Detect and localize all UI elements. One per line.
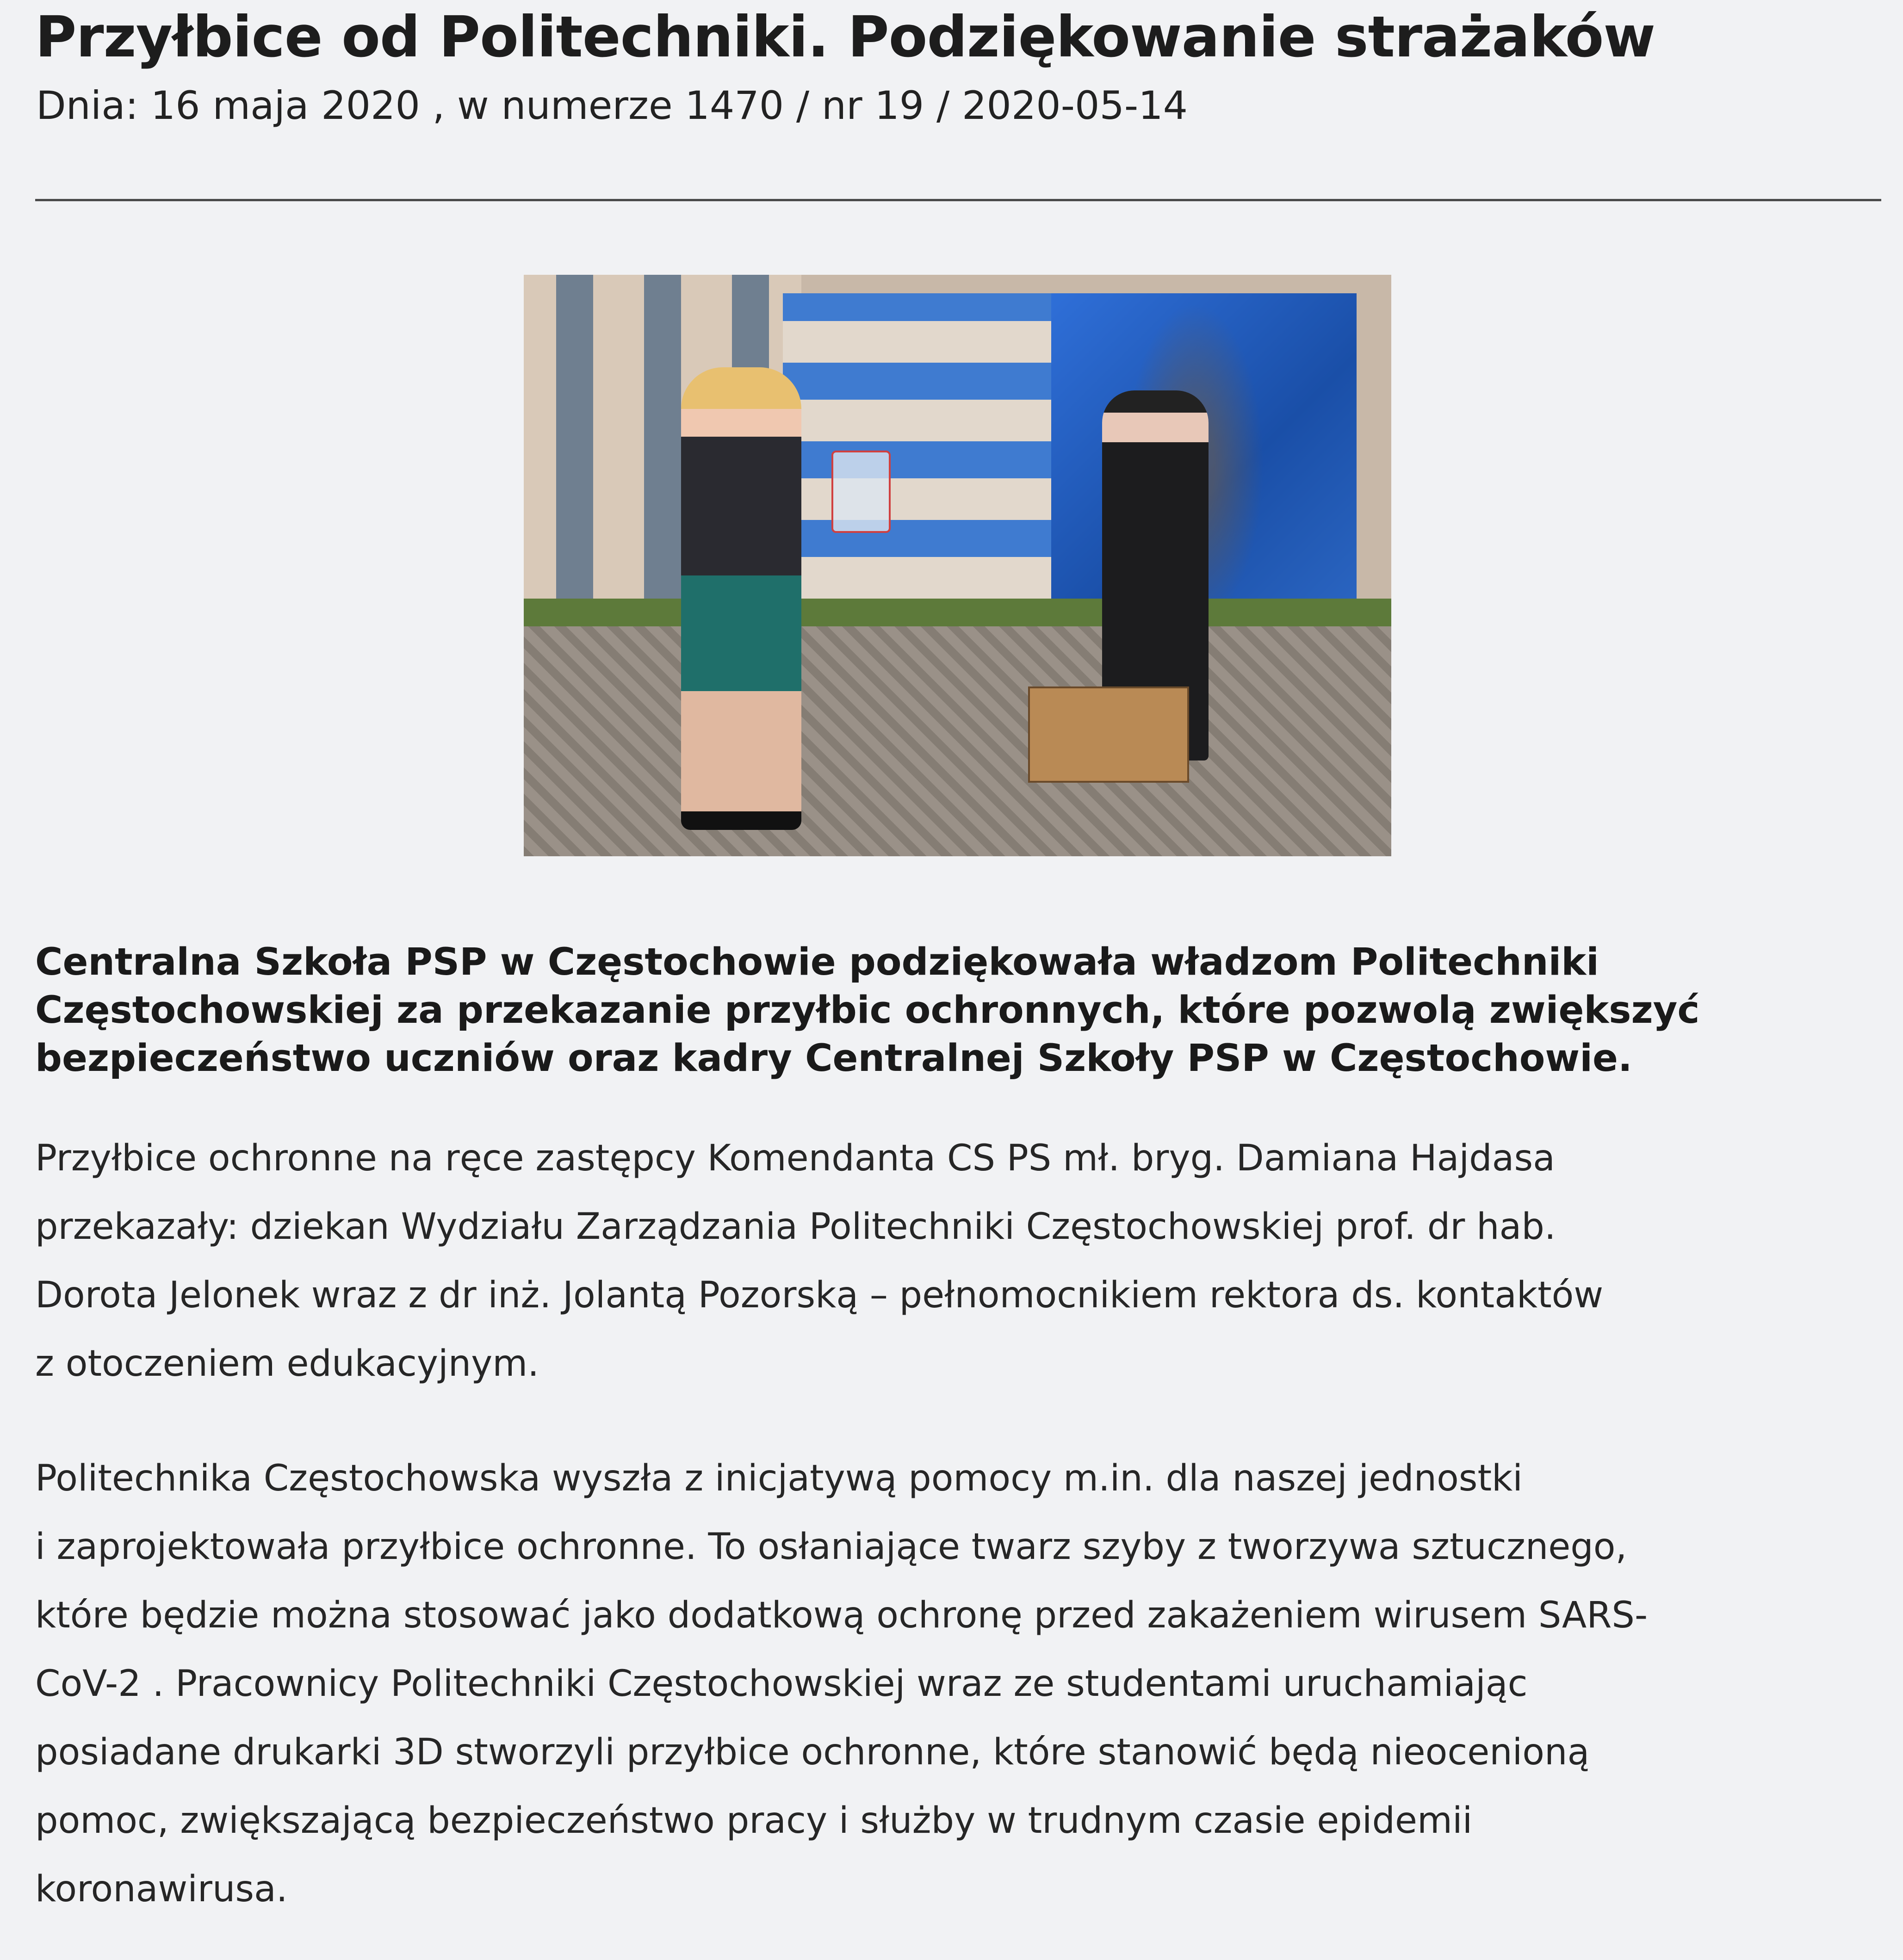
paragraph-line: i zaprojektowała przyłbice ochronne. To osłaniające twarz szyby z tworzywa sztucznego, [35,1526,1627,1568]
photo-face-shield [831,451,891,533]
paragraph-line: koronawirusa. [35,1868,288,1910]
paragraph-line: Przyłbice ochronne na ręce zastępcy Komendanta CS PS mł. bryg. Damiana Hajdasa [35,1138,1555,1179]
paragraph-line: z otoczeniem edukacyjnym. [35,1343,539,1385]
divider [35,199,1881,201]
paragraph-line: Politechnika Częstochowska wyszła z inicjatywą pomocy m.in. dla naszej jednostki [35,1458,1523,1499]
photo-paving [524,626,1391,856]
paragraph-line: które będzie można stosować jako dodatkową ochronę przed zakażeniem wirusem SARS- [35,1595,1648,1636]
article-photo [524,275,1391,856]
photo-person-woman [681,367,801,830]
lead-line: Centralna Szkoła PSP w Częstochowie podziękowała władzom Politechniki [35,940,1599,984]
photo-boxes [1028,686,1189,783]
paragraph-2 [35,1444,1648,1923]
paragraph-line: Dorota Jelonek wraz z dr inż. Jolantą Pozorską – pełnomocnikiem rektora ds. kontaktów [35,1274,1604,1316]
lead-line: bezpieczeństwo uczniów oraz kadry Centralnej Szkoły PSP w Częstochowie. [35,1037,1632,1080]
article-lead [35,938,1699,1082]
paragraph-line: pomoc, zwiększającą bezpieczeństwo pracy i służby w trudnym czasie epidemii [35,1800,1473,1842]
paragraph-line: przekazały: dziekan Wydziału Zarządzania Politechniki Częstochowskiej prof. dr hab. [35,1206,1556,1248]
paragraph-line: CoV-2 . Pracownicy Politechniki Częstochowskiej wraz ze studentami uruchamiając [35,1663,1528,1705]
lead-line: Częstochowskiej za przekazanie przyłbic ochronnych, które pozwolą zwiększyć [35,989,1700,1032]
article-meta: Dnia: 16 maja 2020 , w numerze 1470 / nr 19 / 2020-05-14 [36,83,1188,128]
paragraph-1 [35,1124,1603,1398]
paragraph-line: posiadane drukarki 3D stworzyli przyłbice ochronne, które stanowić będą nieocenioną [35,1731,1590,1773]
article-title: Przyłbice od Politechniki. Podziękowanie strażaków [35,4,1655,70]
